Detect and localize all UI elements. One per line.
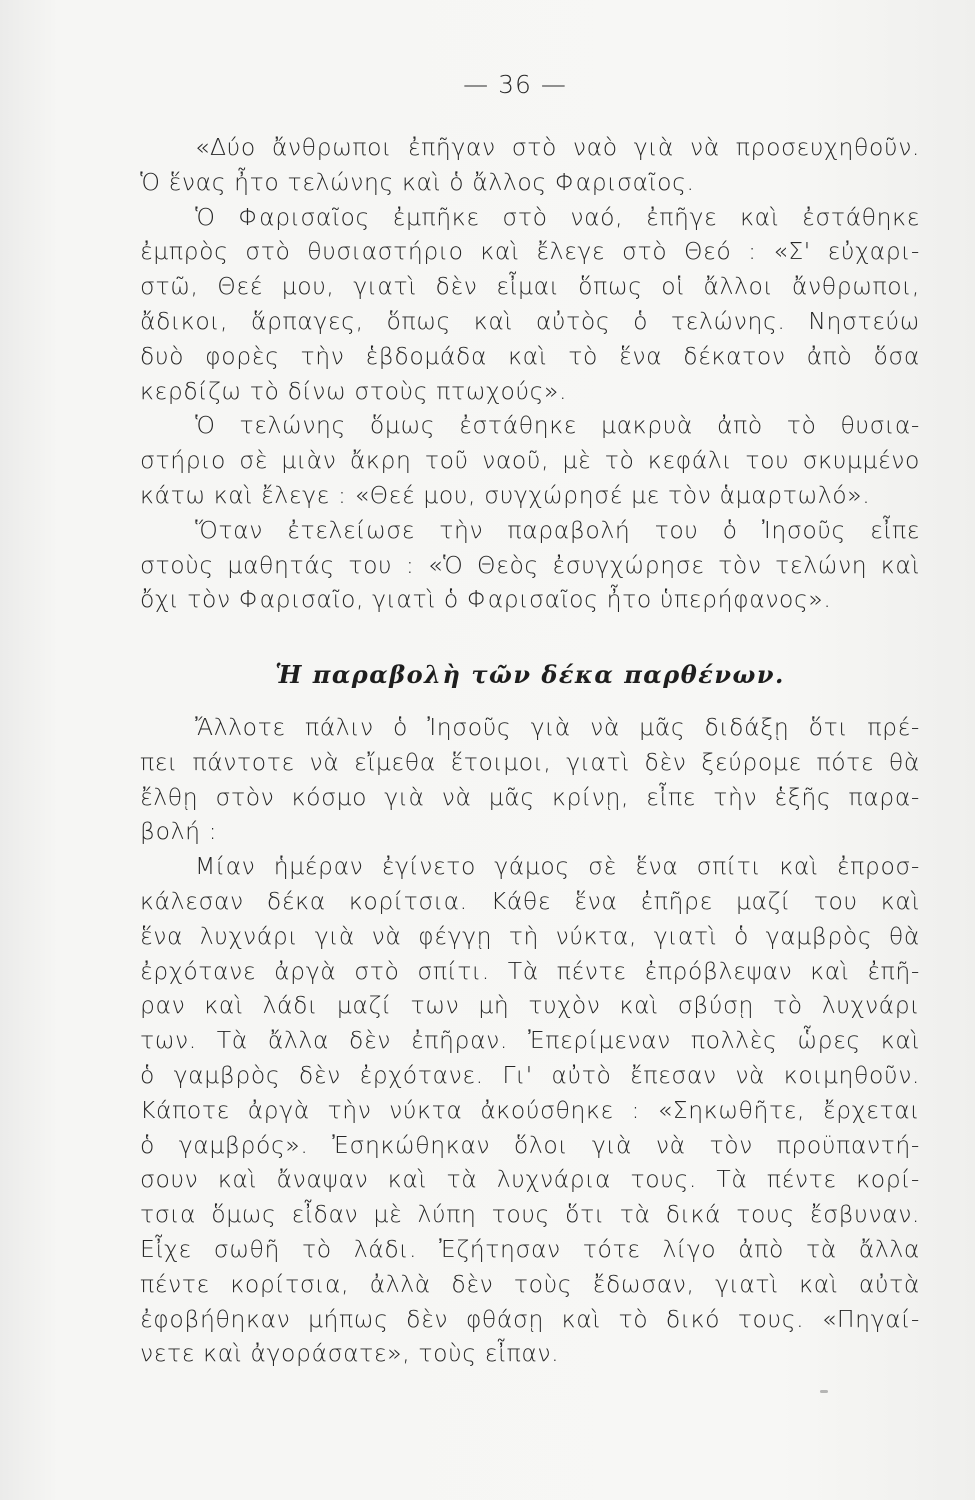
paragraph (140, 408, 920, 512)
text-line: τσια ὅμως εἶδαν μὲ λύπη τους ὅτι τὰ δικά τους ἔσβυναν. (140, 1200, 920, 1229)
text-line: πει πάντοτε νὰ εἴμεθα ἕτοιμοι, γιατὶ δὲν ξεύρομε πότε θὰ (140, 747, 920, 776)
text-line: Εἶχε σωθῆ τὸ λάδι. Ἐζήτησαν τότε λίγο ἀπὸ τὰ ἄλλα (140, 1234, 920, 1263)
text-line: ἐφοβήθηκαν μήπως δὲν φθάσῃ καὶ τὸ δικό τους. «Πηγαί- (140, 1304, 920, 1333)
text-line: ὁ γαμβρὸς δὲν ἐρχότανε. Γι' αὐτὸ ἔπεσαν νὰ κοιμηθοῦν. (140, 1060, 920, 1089)
text-line: κάτω καὶ ἔλεγε : «Θεέ μου, συγχώρησέ με τὸν ἁμαρτωλό». (140, 480, 871, 509)
text-line: στοὺς μαθητάς του : «Ὁ Θεὸς ἐσυγχώρησε τὸν τελώνη καὶ (140, 550, 920, 579)
text-line: ὁ γαμβρός». Ἐσηκώθηκαν ὅλοι γιὰ νὰ τὸν προϋπαντή- (140, 1130, 920, 1159)
text-line: ραν καὶ λάδι μαζί των μὴ τυχὸν καὶ σβύσῃ τὸ λυχνάρι (140, 991, 920, 1020)
page-number: — 36 — (463, 70, 567, 99)
paragraph (140, 849, 920, 1371)
text-line: στήριο σὲ μιὰν ἄκρη τοῦ ναοῦ, μὲ τὸ κεφάλι του σκυμμένο (140, 446, 920, 475)
text-line: ἕνα λυχνάρι γιὰ νὰ φέγγῃ τὴ νύκτα, γιατὶ ὁ γαμβρὸς θὰ (140, 921, 920, 950)
text-line: Ἄλλοτε πάλιν ὁ Ἰησοῦς γιὰ νὰ μᾶς διδάξῃ ὅτι πρέ- (195, 713, 920, 741)
text-line: «Δύο ἄνθρωποι ἐπῆγαν στὸ ναὸ γιὰ νὰ προσευχηθοῦν. (195, 133, 920, 161)
text-line: σουν καὶ ἄναψαν καὶ τὰ λυχνάρια τους. Τὰ πέντε κορί- (140, 1165, 920, 1194)
text-line: στῶ, Θεέ μου, γιατὶ δὲν εἶμαι ὅπως οἱ ἄλλοι ἄνθρωποι, (140, 272, 920, 301)
text-line: βολή : (140, 817, 218, 846)
paragraph (140, 710, 920, 849)
text-line: Ὁ Φαρισαῖος ἐμπῆκε στὸ ναό, ἐπῆγε καὶ ἐστάθηκε (195, 202, 920, 231)
text-line: πέντε κορίτσια, ἀλλὰ δὲν τοὺς ἔδωσαν, γιατὶ καὶ αὐτὰ (140, 1269, 920, 1298)
text-line: κερδίζω τὸ δίνω στοὺς πτωχούς». (140, 376, 568, 405)
text-line: ἐρχότανε ἀργὰ στὸ σπίτι. Τὰ πέντε ἐπρόβλεψαν καὶ ἐπῆ- (140, 956, 920, 985)
text-line: ἔλθῃ στὸν κόσμο γιὰ νὰ μᾶς κρίνῃ, εἶπε τὴν ἑξῆς παρα- (140, 782, 920, 811)
text-line: Ὅταν ἐτελείωσε τὴν παραβολή του ὁ Ἰησοῦς εἶπε (195, 515, 920, 544)
paragraph (140, 513, 920, 617)
paragraph (140, 200, 920, 409)
text-line: ἄδικοι, ἅρπαγες, ὅπως καὶ αὐτὸς ὁ τελώνης. Νηστεύω (140, 306, 920, 335)
text-line: Μίαν ἡμέραν ἐγίνετο γάμος σὲ ἕνα σπίτι καὶ ἐπροσ- (195, 852, 920, 881)
section-heading: Ἡ παραβολὴ τῶν δέκα παρθένων. (275, 660, 785, 689)
paper-speck (820, 1390, 828, 1393)
text-line: κάλεσαν δέκα κορίτσια. Κάθε ἕνα ἐπῆρε μαζί του καὶ (140, 886, 920, 915)
text-line: Ὁ τελώνης ὅμως ἐστάθηκε μακρυὰ ἀπὸ τὸ θυσια- (195, 411, 920, 440)
text-block-top (140, 130, 920, 617)
text-line: των. Τὰ ἄλλα δὲν ἐπῆραν. Ἐπερίμεναν πολλὲς ὧρες καὶ (140, 1026, 920, 1055)
text-line: δυὸ φορὲς τὴν ἑβδομάδα καὶ τὸ ἕνα δέκατον ἀπὸ ὅσα (140, 341, 920, 370)
paragraph (140, 130, 920, 200)
text-line: Ὁ ἕνας ἦτο τελώνης καὶ ὁ ἄλλος Φαρισαῖος. (140, 167, 695, 196)
text-line: νετε καὶ ἀγοράσατε», τοὺς εἶπαν. (140, 1339, 560, 1368)
text-block-bottom (140, 710, 920, 1371)
text-line: ἐμπρὸς στὸ θυσιαστήριο καὶ ἔλεγε στὸ Θεό : «Σ' εὐχαρι- (140, 237, 920, 266)
text-line: Κάποτε ἀργὰ τὴν νύκτα ἀκούσθηκε : «Σηκωθῆτε, ἔρχεται (140, 1095, 920, 1124)
text-line: ὄχι τὸν Φαρισαῖο, γιατὶ ὁ Φαρισαῖος ἦτο ὑπερήφανος». (140, 585, 832, 614)
